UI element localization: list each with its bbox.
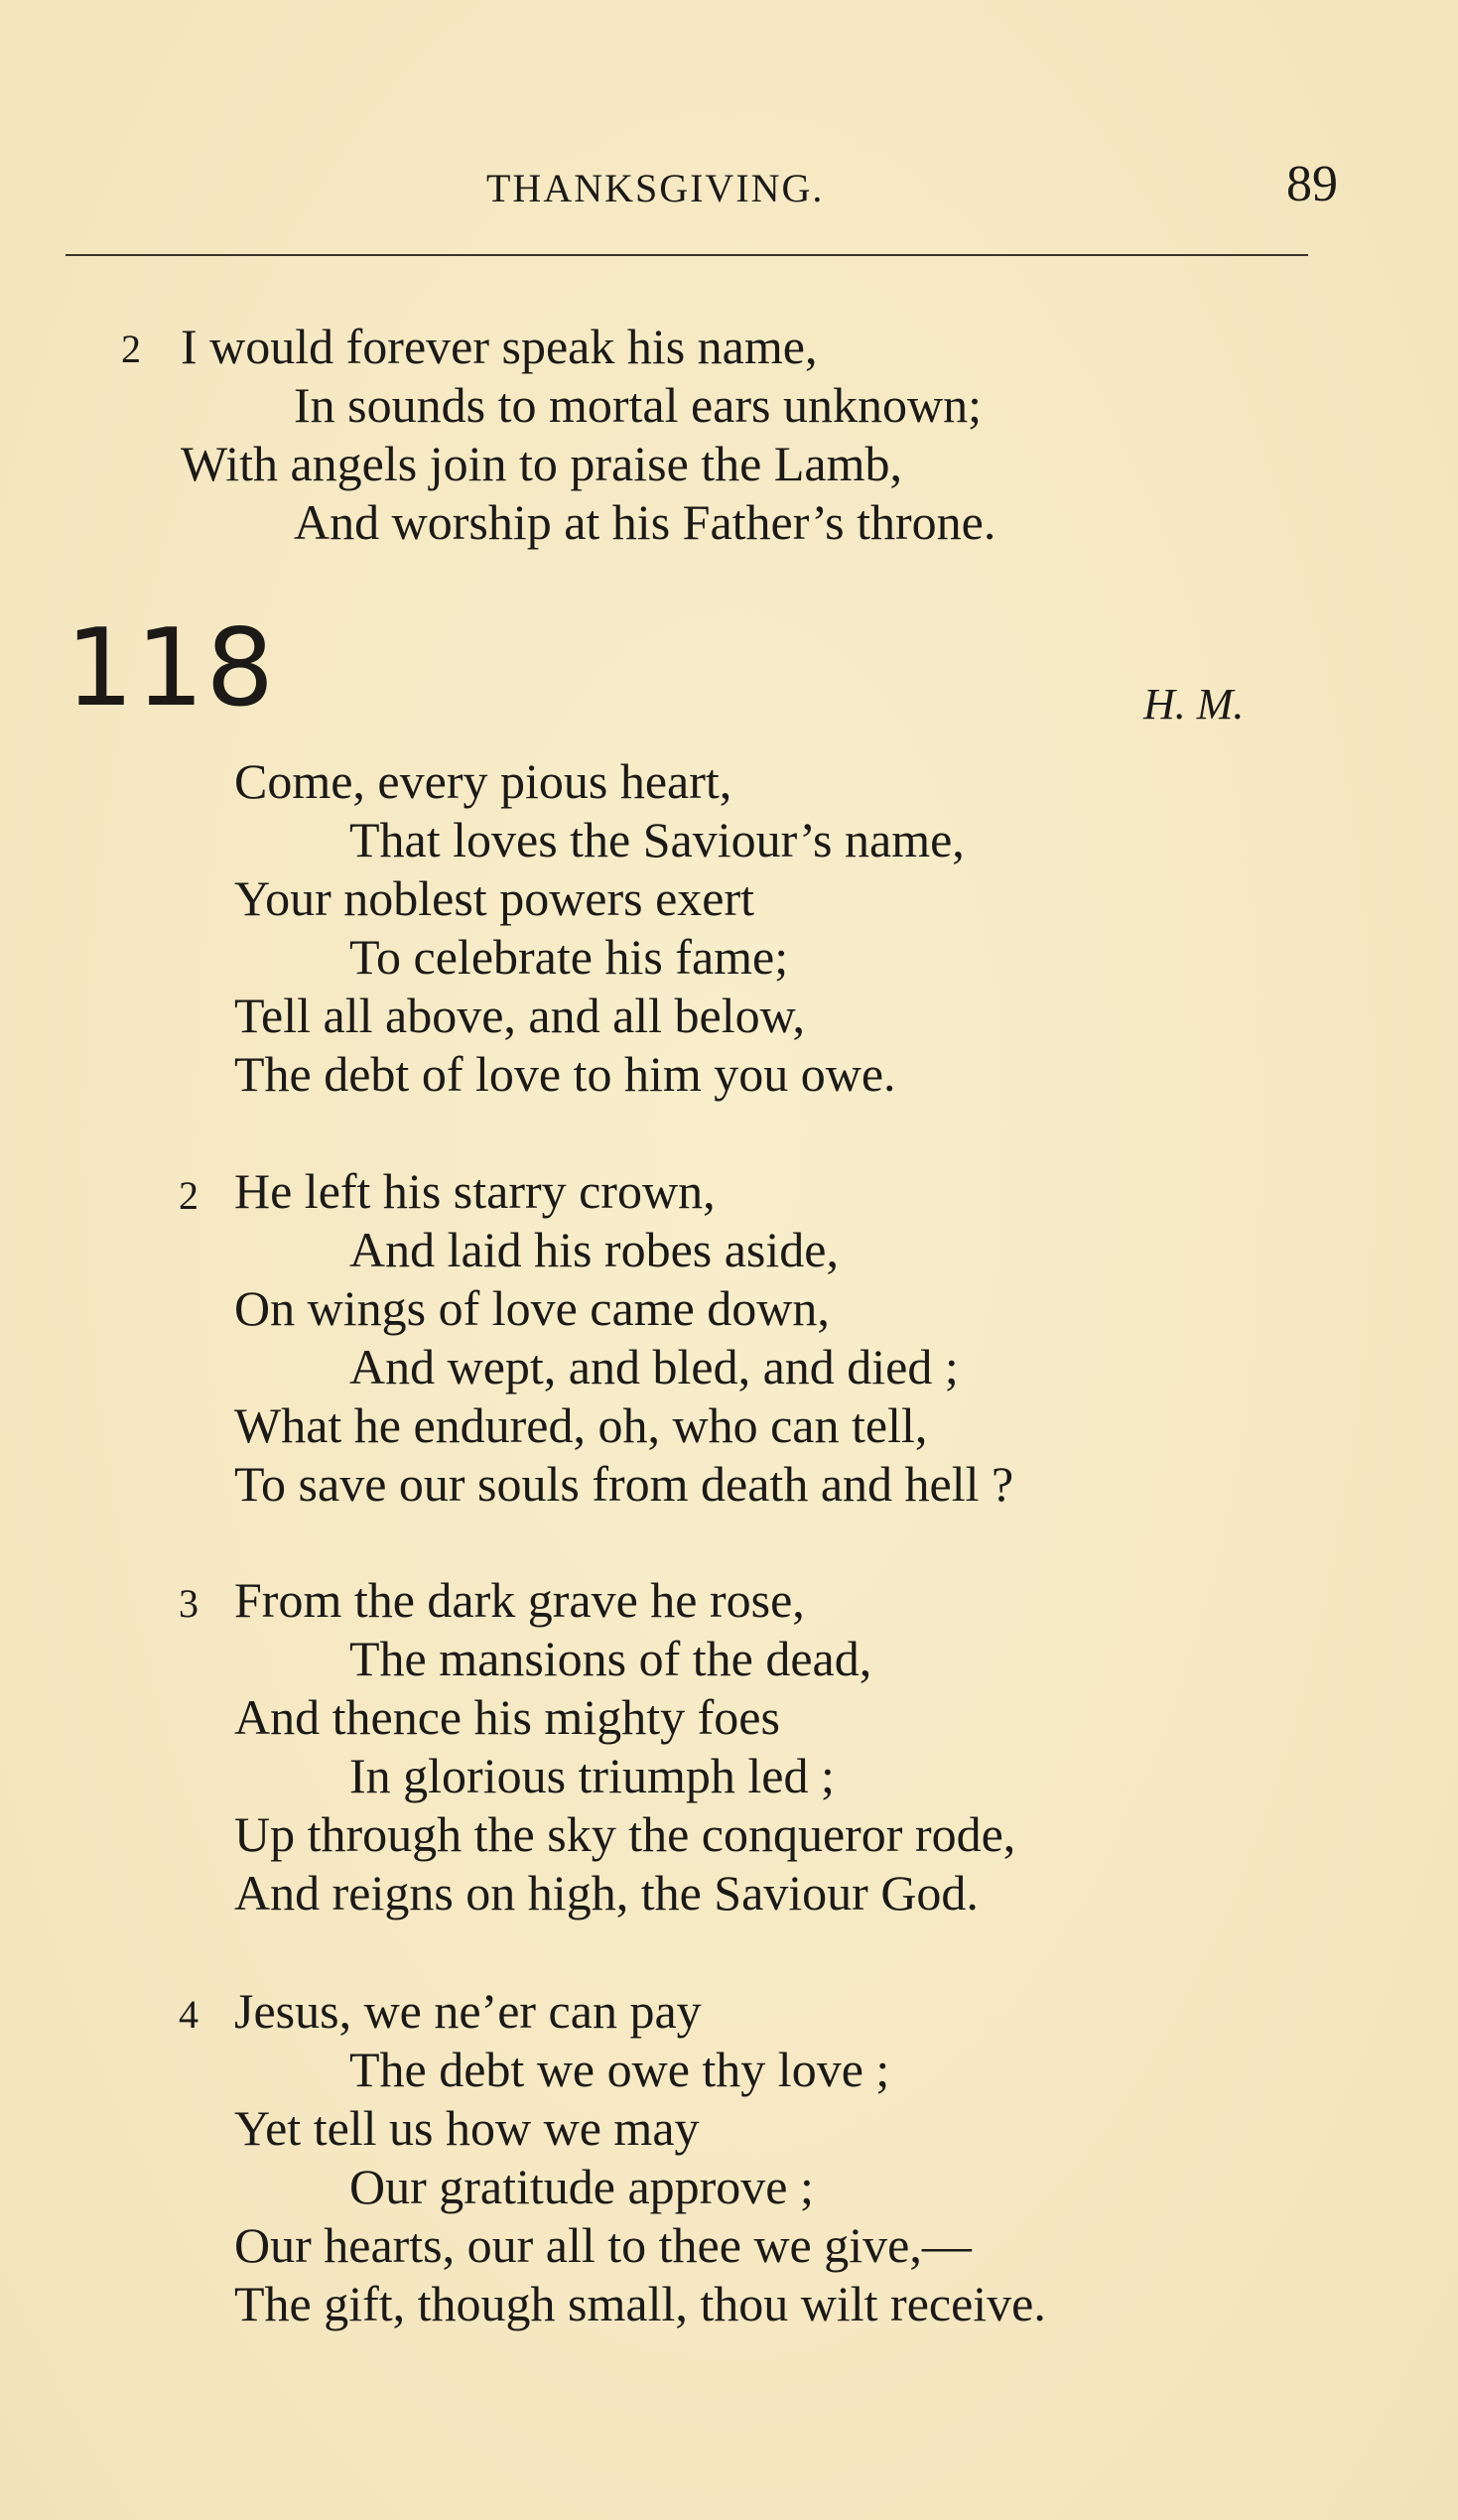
verse-number: 4 bbox=[179, 1992, 199, 2037]
running-title: THANKSGIVING. bbox=[486, 166, 825, 210]
verse-number: 3 bbox=[179, 1581, 199, 1626]
verse-line: What he endured, oh, who can tell, bbox=[234, 1397, 928, 1453]
verse-line: Come, every pious heart, bbox=[234, 753, 732, 809]
verse-line: He left his starry crown, bbox=[234, 1163, 716, 1219]
verse-line: The gift, though small, thou wilt receive. bbox=[234, 2276, 1046, 2331]
verse-line: With angels join to praise the Lamb, bbox=[181, 436, 902, 491]
verse-line: The debt we owe thy love ; bbox=[349, 2042, 890, 2097]
hymn-number: 118 bbox=[66, 606, 277, 730]
verse-line: And reigns on high, the Saviour God. bbox=[234, 1865, 979, 1921]
verse-line: In sounds to mortal ears unknown; bbox=[294, 377, 982, 433]
hymn-meter: H. M. bbox=[1143, 680, 1245, 729]
verse-line: Jesus, we ne’er can pay bbox=[234, 1983, 702, 2039]
verse-line: The mansions of the dead, bbox=[349, 1631, 872, 1686]
verse-line: And worship at his Father’s throne. bbox=[294, 494, 996, 550]
verse-number: 2 bbox=[121, 327, 141, 371]
verse-number: 2 bbox=[179, 1173, 199, 1218]
verse-line: The debt of love to him you owe. bbox=[234, 1046, 896, 1102]
verse-line: Your noblest powers exert bbox=[234, 870, 755, 926]
verse-line: Tell all above, and all below, bbox=[234, 988, 805, 1043]
header-rule bbox=[66, 254, 1308, 256]
verse-line: In glorious triumph led ; bbox=[349, 1748, 835, 1803]
verse-line: I would forever speak his name, bbox=[181, 319, 818, 374]
verse-line: And laid his robes aside, bbox=[349, 1222, 839, 1277]
verse-line: Up through the sky the conqueror rode, bbox=[234, 1806, 1016, 1862]
verse-line: From the dark grave he rose, bbox=[234, 1572, 805, 1628]
verse-line: Our gratitude approve ; bbox=[349, 2159, 814, 2214]
page-number: 89 bbox=[1286, 156, 1338, 212]
verse-line: On wings of love came down, bbox=[234, 1280, 830, 1336]
verse-line: Yet tell us how we may bbox=[234, 2100, 700, 2156]
verse-line: That loves the Saviour’s name, bbox=[349, 812, 965, 867]
verse-line: Our hearts, our all to thee we give,— bbox=[234, 2217, 972, 2273]
verse-line: To save our souls from death and hell ? bbox=[234, 1456, 1014, 1512]
verse-line: And thence his mighty foes bbox=[234, 1689, 780, 1745]
verse-line: To celebrate his fame; bbox=[349, 929, 789, 985]
verse-line: And wept, and bled, and died ; bbox=[349, 1339, 959, 1394]
